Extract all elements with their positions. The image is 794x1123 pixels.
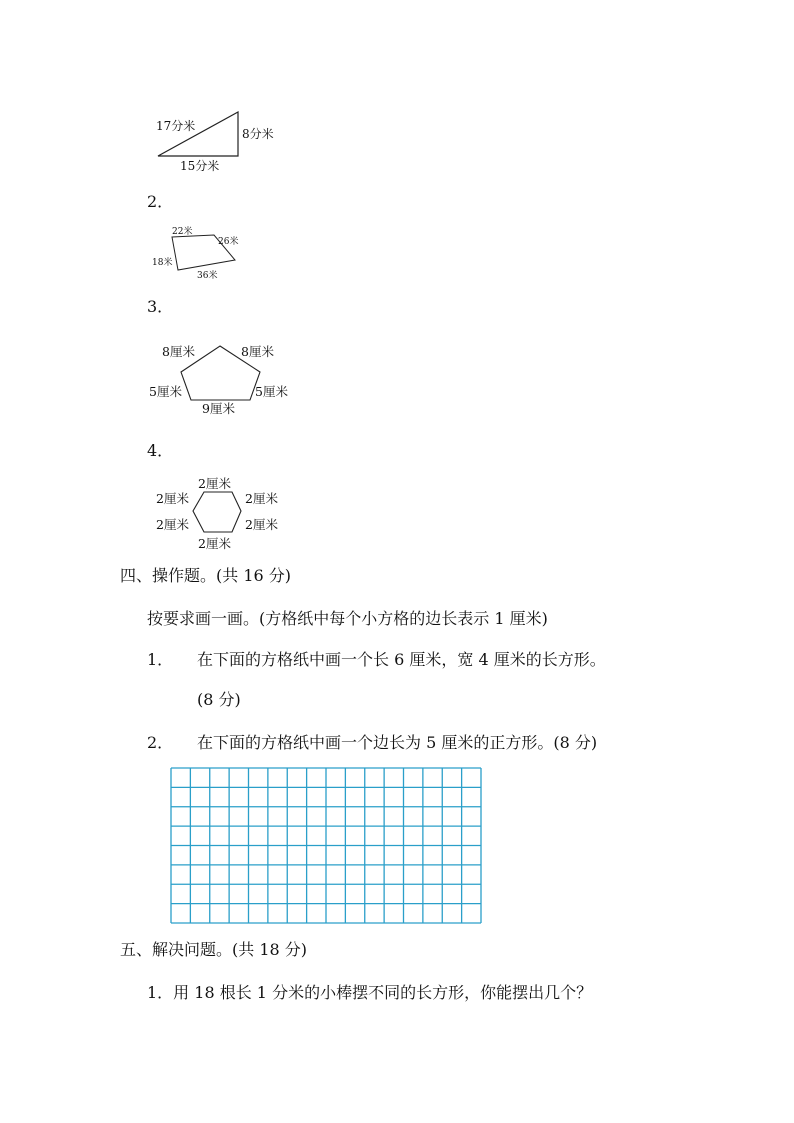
pentagon-label-right: 5厘米 bbox=[255, 384, 288, 399]
question-4-number: 4． bbox=[147, 441, 174, 460]
hexagon-label-upper-left: 2厘米 bbox=[156, 491, 189, 506]
pentagon-label-top-right: 8厘米 bbox=[241, 344, 274, 359]
quadrilateral-figure bbox=[145, 220, 255, 285]
hexagon-figure bbox=[140, 470, 290, 555]
hexagon-label-lower-left: 2厘米 bbox=[156, 517, 189, 532]
section-4-item-1-score: (8 分) bbox=[197, 690, 241, 709]
section-4-heading: 四、操作题。(共 16 分) bbox=[120, 566, 292, 585]
hexagon-label-upper-right: 2厘米 bbox=[245, 491, 278, 506]
side-label-18: 18米 bbox=[152, 258, 173, 268]
side-label-26: 26米 bbox=[218, 237, 239, 247]
section-5-question-1: 1．用 18 根长 1 分米的小棒摆不同的长方形，你能摆出几个？ bbox=[147, 983, 593, 1002]
hexagon-label-top: 2厘米 bbox=[198, 476, 231, 491]
hexagon-label-bottom: 2厘米 bbox=[198, 536, 231, 551]
pentagon-label-top-left: 8厘米 bbox=[162, 344, 195, 359]
question-2-number: 2． bbox=[147, 192, 174, 211]
hypotenuse-label: 17分米 bbox=[156, 119, 196, 133]
section-4-item-2-text: 在下面的方格纸中画一个边长为 5 厘米的正方形。(8 分) bbox=[197, 733, 598, 752]
grid-paper[interactable] bbox=[170, 767, 482, 925]
section-4-item-2-number: 2． bbox=[147, 733, 174, 752]
hexagon-label-lower-right: 2厘米 bbox=[245, 517, 278, 532]
section-4-intro: 按要求画一画。(方格纸中每个小方格的边长表示 1 厘米) bbox=[147, 609, 548, 628]
section-4-item-1-text: 在下面的方格纸中画一个长 6 厘米，宽 4 厘米的长方形。 bbox=[197, 650, 606, 669]
pentagon-figure bbox=[140, 335, 310, 425]
vertical-leg-label: 8分米 bbox=[242, 127, 274, 141]
horizontal-leg-label: 15分米 bbox=[180, 159, 220, 173]
section-4-item-1-number: 1． bbox=[147, 650, 174, 669]
right-triangle-figure bbox=[140, 100, 300, 180]
pentagon-label-left: 5厘米 bbox=[149, 384, 182, 399]
side-label-22: 22米 bbox=[172, 227, 193, 237]
hexagon-shape bbox=[193, 492, 241, 532]
question-3-number: 3． bbox=[147, 297, 174, 316]
pentagon-label-bottom: 9厘米 bbox=[202, 401, 235, 416]
side-label-36: 36米 bbox=[197, 271, 218, 281]
section-5-heading: 五、解决问题。(共 18 分) bbox=[120, 940, 308, 959]
